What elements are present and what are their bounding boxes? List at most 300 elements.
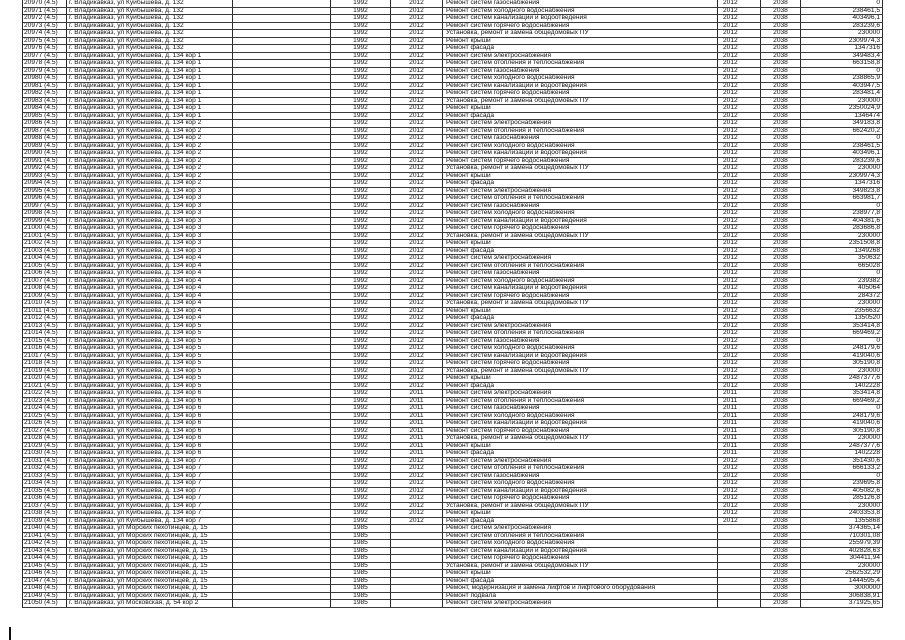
cell-last-repair-year: 2012 bbox=[391, 518, 443, 525]
table-row bbox=[23, 143, 883, 151]
cell-plan-start-year: 2012 bbox=[718, 150, 761, 157]
cell-work-type: Ремонт систем горячего водоснабжения bbox=[443, 555, 718, 562]
cell-plan-start-year: 2012 bbox=[718, 278, 761, 285]
cell-last-repair-year: 2011 bbox=[391, 428, 443, 435]
table-row bbox=[23, 420, 883, 428]
cell-address: г. Владикавказ, ул Куйбышева, д. 132 bbox=[67, 38, 233, 45]
cell-empty bbox=[233, 570, 331, 577]
cell-plan-start-year: 2012 bbox=[718, 233, 761, 240]
cell-plan-start-year: 2012 bbox=[718, 180, 761, 187]
cell-year-built: 1992 bbox=[331, 420, 391, 427]
cell-address: г. Владикавказ, ул Морских пехотинцев, д. 15 bbox=[67, 593, 233, 600]
cell-work-type: Ремонт систем газоснабжения bbox=[443, 135, 718, 142]
cell-last-repair-year bbox=[391, 585, 443, 592]
cell-plan-start-year: 2012 bbox=[718, 458, 761, 465]
cell-empty bbox=[233, 548, 331, 555]
cell-address: г. Владикавказ, ул Куйбышева, д. 134 кор 4 bbox=[67, 308, 233, 315]
cell-address: г. Владикавказ, ул Куйбышева, д. 132 bbox=[67, 45, 233, 52]
cell-last-repair-year bbox=[391, 555, 443, 562]
table-row bbox=[23, 353, 883, 361]
cell-plan-start-year: 2012 bbox=[718, 83, 761, 90]
cell-cost: 248179,6 bbox=[801, 413, 883, 420]
cell-address: г. Владикавказ, ул Куйбышева, д. 134 кор 1 bbox=[67, 68, 233, 75]
cell-cost: 374365,14 bbox=[801, 525, 883, 532]
cell-record-id: 21029 (4.5) bbox=[23, 443, 67, 450]
cell-address: г. Владикавказ, ул Куйбышева, д. 134 кор 3 bbox=[67, 188, 233, 195]
cell-last-repair-year bbox=[391, 563, 443, 570]
table-row bbox=[23, 495, 883, 503]
cell-work-type: Ремонт систем электроснабжения bbox=[443, 458, 718, 465]
cell-plan-end-year: 2038 bbox=[761, 480, 801, 487]
table-row bbox=[23, 278, 883, 286]
cell-last-repair-year bbox=[391, 540, 443, 547]
cell-year-built: 1992 bbox=[331, 495, 391, 502]
cell-empty bbox=[233, 83, 331, 90]
cell-address: г. Владикавказ, ул Куйбышева, д. 134 кор 1 bbox=[67, 113, 233, 120]
cell-plan-start-year: 2012 bbox=[718, 510, 761, 517]
cell-plan-end-year: 2038 bbox=[761, 578, 801, 585]
cell-record-id: 20977 (4.5) bbox=[23, 53, 67, 60]
cell-work-type: Ремонт систем горячего водоснабжения bbox=[443, 360, 718, 367]
cell-plan-end-year: 2038 bbox=[761, 308, 801, 315]
cell-last-repair-year: 2012 bbox=[391, 315, 443, 322]
cell-work-type: Ремонт систем газоснабжения bbox=[443, 405, 718, 412]
cell-plan-end-year: 2038 bbox=[761, 23, 801, 30]
table-row bbox=[23, 533, 883, 541]
cell-plan-start-year bbox=[718, 548, 761, 555]
cell-record-id: 21039 (4.5) bbox=[23, 518, 67, 525]
cell-year-built: 1992 bbox=[331, 473, 391, 480]
cell-cost: 283239,6 bbox=[801, 23, 883, 30]
cell-year-built: 1992 bbox=[331, 308, 391, 315]
cell-record-id: 21017 (4.5) bbox=[23, 353, 67, 360]
cell-empty bbox=[233, 113, 331, 120]
cell-plan-start-year: 2012 bbox=[718, 465, 761, 472]
cell-plan-end-year: 2038 bbox=[761, 555, 801, 562]
cell-plan-end-year: 2038 bbox=[761, 443, 801, 450]
cell-plan-end-year: 2038 bbox=[761, 360, 801, 367]
cell-plan-end-year: 2038 bbox=[761, 83, 801, 90]
cell-plan-end-year: 2038 bbox=[761, 458, 801, 465]
cell-address: г. Владикавказ, ул Куйбышева, д. 134 кор 3 bbox=[67, 210, 233, 217]
cell-plan-end-year: 2038 bbox=[761, 345, 801, 352]
table-row bbox=[23, 53, 883, 61]
cell-year-built: 1992 bbox=[331, 330, 391, 337]
cell-address: г. Владикавказ, ул Куйбышева, д. 132 bbox=[67, 15, 233, 22]
cell-cost: 2356632 bbox=[801, 308, 883, 315]
cell-year-built: 1992 bbox=[331, 383, 391, 390]
cell-record-id: 20992 (4.5) bbox=[23, 165, 67, 172]
cell-empty bbox=[233, 323, 331, 330]
cell-record-id: 21008 (4.5) bbox=[23, 285, 67, 292]
cell-year-built: 1992 bbox=[331, 188, 391, 195]
cell-last-repair-year: 2012 bbox=[391, 270, 443, 277]
cell-plan-start-year: 2011 bbox=[718, 443, 761, 450]
cell-last-repair-year: 2012 bbox=[391, 383, 443, 390]
cell-work-type: Ремонт крыши bbox=[443, 570, 718, 577]
cell-plan-start-year: 2012 bbox=[718, 45, 761, 52]
cell-address: г. Владикавказ, ул Куйбышева, д. 134 кор 2 bbox=[67, 158, 233, 165]
cell-plan-start-year bbox=[718, 570, 761, 577]
table-row bbox=[23, 45, 883, 53]
cell-plan-end-year: 2038 bbox=[761, 38, 801, 45]
cell-cost: 669469,2 bbox=[801, 330, 883, 337]
table-row bbox=[23, 248, 883, 256]
cell-empty bbox=[233, 368, 331, 375]
cell-address: г. Владикавказ, ул Куйбышева, д. 134 кор 3 bbox=[67, 203, 233, 210]
cell-work-type: Ремонт систем канализации и водоотведения bbox=[443, 548, 718, 555]
cell-year-built: 1992 bbox=[331, 68, 391, 75]
cell-plan-end-year: 2038 bbox=[761, 420, 801, 427]
cell-address: г. Владикавказ, ул Куйбышева, д. 134 кор 2 bbox=[67, 173, 233, 180]
cell-work-type: Ремонт систем холодного водоснабжения bbox=[443, 345, 718, 352]
cell-year-built: 1992 bbox=[331, 293, 391, 300]
cell-work-type: Ремонт систем канализации и водоотведения bbox=[443, 83, 718, 90]
cell-cost: 0 bbox=[801, 68, 883, 75]
cell-plan-end-year: 2038 bbox=[761, 98, 801, 105]
cell-empty bbox=[233, 158, 331, 165]
cell-plan-start-year: 2012 bbox=[718, 113, 761, 120]
cell-cost: 230000 bbox=[801, 233, 883, 240]
cell-plan-end-year: 2038 bbox=[761, 180, 801, 187]
cell-year-built: 1992 bbox=[331, 435, 391, 442]
cell-plan-end-year: 2038 bbox=[761, 323, 801, 330]
table-row bbox=[23, 443, 883, 451]
cell-address: г. Владикавказ, ул Куйбышева, д. 134 кор 1 bbox=[67, 60, 233, 67]
cell-last-repair-year: 2012 bbox=[391, 353, 443, 360]
cell-year-built: 1992 bbox=[331, 210, 391, 217]
cell-cost: 663158,8 bbox=[801, 60, 883, 67]
cell-plan-start-year: 2011 bbox=[718, 413, 761, 420]
cell-cost: 419040,6 bbox=[801, 353, 883, 360]
cell-record-id: 21028 (4.5) bbox=[23, 435, 67, 442]
cell-year-built: 1992 bbox=[331, 83, 391, 90]
cell-address: г. Владикавказ, ул Куйбышева, д. 134 кор 4 bbox=[67, 315, 233, 322]
cell-cost: 230000 bbox=[801, 435, 883, 442]
cell-cost: 248179,6 bbox=[801, 345, 883, 352]
cell-record-id: 21041 (4.5) bbox=[23, 533, 67, 540]
cell-cost: 0 bbox=[801, 473, 883, 480]
cell-address: г. Владикавказ, ул Куйбышева, д. 134 кор 5 bbox=[67, 338, 233, 345]
cell-last-repair-year bbox=[391, 548, 443, 555]
cell-year-built: 1992 bbox=[331, 315, 391, 322]
cell-plan-end-year: 2038 bbox=[761, 398, 801, 405]
cell-record-id: 21040 (4.5) bbox=[23, 525, 67, 532]
cell-last-repair-year: 2012 bbox=[391, 240, 443, 247]
cell-year-built: 1992 bbox=[331, 128, 391, 135]
cell-address: г. Владикавказ, ул Куйбышева, д. 134 кор 5 bbox=[67, 375, 233, 382]
cell-address: г. Владикавказ, ул Куйбышева, д. 134 кор 3 bbox=[67, 233, 233, 240]
cell-plan-start-year: 2012 bbox=[718, 323, 761, 330]
cell-record-id: 21006 (4.5) bbox=[23, 270, 67, 277]
table-row bbox=[23, 270, 883, 278]
cell-last-repair-year: 2011 bbox=[391, 413, 443, 420]
table-row bbox=[23, 225, 883, 233]
table-row bbox=[23, 158, 883, 166]
cell-record-id: 21031 (4.5) bbox=[23, 458, 67, 465]
cell-year-built: 1992 bbox=[331, 105, 391, 112]
cell-record-id: 21025 (4.5) bbox=[23, 413, 67, 420]
table-row bbox=[23, 173, 883, 181]
cell-address: г. Владикавказ, ул Морских пехотинцев, д. 15 bbox=[67, 540, 233, 547]
cell-last-repair-year: 2012 bbox=[391, 195, 443, 202]
cell-cost: 230000 bbox=[801, 563, 883, 570]
cell-plan-end-year: 2038 bbox=[761, 293, 801, 300]
cell-year-built: 1985 bbox=[331, 533, 391, 540]
table-row bbox=[23, 465, 883, 473]
cell-year-built: 1992 bbox=[331, 195, 391, 202]
table-row bbox=[23, 315, 883, 323]
cell-cost: 405082,6 bbox=[801, 488, 883, 495]
cell-record-id: 21005 (4.5) bbox=[23, 263, 67, 270]
table-row bbox=[23, 383, 883, 391]
cell-empty bbox=[233, 143, 331, 150]
cell-plan-start-year: 2012 bbox=[718, 60, 761, 67]
cell-empty bbox=[233, 53, 331, 60]
cell-year-built: 1992 bbox=[331, 38, 391, 45]
cell-record-id: 21016 (4.5) bbox=[23, 345, 67, 352]
cell-record-id: 20989 (4.5) bbox=[23, 143, 67, 150]
cell-year-built: 1992 bbox=[331, 360, 391, 367]
cell-year-built: 1992 bbox=[331, 398, 391, 405]
cell-cost: 2487377,6 bbox=[801, 443, 883, 450]
cell-year-built: 1992 bbox=[331, 8, 391, 15]
cell-cost: 353414,8 bbox=[801, 390, 883, 397]
cell-record-id: 21014 (4.5) bbox=[23, 330, 67, 337]
cell-record-id: 20996 (4.5) bbox=[23, 195, 67, 202]
cell-empty bbox=[233, 15, 331, 22]
cell-year-built: 1992 bbox=[331, 390, 391, 397]
cell-record-id: 21022 (4.5) bbox=[23, 390, 67, 397]
cell-last-repair-year: 2012 bbox=[391, 158, 443, 165]
cell-work-type: Ремонт систем отопления и теплоснабжения bbox=[443, 263, 718, 270]
cell-record-id: 20983 (4.5) bbox=[23, 98, 67, 105]
cell-plan-end-year: 2038 bbox=[761, 488, 801, 495]
table-row bbox=[23, 15, 883, 23]
cell-last-repair-year: 2012 bbox=[391, 338, 443, 345]
cell-record-id: 20979 (4.5) bbox=[23, 68, 67, 75]
cell-address: г. Владикавказ, ул Куйбышева, д. 134 кор 6 bbox=[67, 443, 233, 450]
cell-year-built: 1992 bbox=[331, 98, 391, 105]
cell-empty bbox=[233, 488, 331, 495]
cell-record-id: 20997 (4.5) bbox=[23, 203, 67, 210]
cell-record-id: 21004 (4.5) bbox=[23, 255, 67, 262]
cell-empty bbox=[233, 165, 331, 172]
cell-empty bbox=[233, 330, 331, 337]
cell-plan-start-year: 2012 bbox=[718, 75, 761, 82]
cell-year-built: 1992 bbox=[331, 458, 391, 465]
cell-empty bbox=[233, 503, 331, 510]
cell-record-id: 21009 (4.5) bbox=[23, 293, 67, 300]
cell-plan-end-year: 2038 bbox=[761, 113, 801, 120]
cell-plan-start-year bbox=[718, 563, 761, 570]
cell-plan-end-year: 2038 bbox=[761, 383, 801, 390]
cell-cost: 2351508,8 bbox=[801, 240, 883, 247]
cell-last-repair-year: 2012 bbox=[391, 150, 443, 157]
cell-empty bbox=[233, 495, 331, 502]
cell-last-repair-year: 2012 bbox=[391, 128, 443, 135]
cell-empty bbox=[233, 248, 331, 255]
cell-record-id: 21020 (4.5) bbox=[23, 375, 67, 382]
scan-edge-mark bbox=[9, 627, 11, 640]
cell-plan-end-year: 2038 bbox=[761, 548, 801, 555]
cell-plan-end-year: 2038 bbox=[761, 263, 801, 270]
cell-empty bbox=[233, 510, 331, 517]
cell-plan-end-year: 2038 bbox=[761, 593, 801, 600]
cell-plan-start-year: 2012 bbox=[718, 98, 761, 105]
cell-record-id: 20970 (4.5) bbox=[23, 0, 67, 7]
cell-work-type: Ремонт систем отопления и теплоснабжения bbox=[443, 533, 718, 540]
cell-year-built: 1992 bbox=[331, 450, 391, 457]
cell-plan-end-year: 2038 bbox=[761, 8, 801, 15]
table-row bbox=[23, 180, 883, 188]
cell-empty bbox=[233, 563, 331, 570]
cell-year-built: 1992 bbox=[331, 263, 391, 270]
cell-plan-start-year: 2012 bbox=[718, 158, 761, 165]
cell-plan-start-year: 2012 bbox=[718, 345, 761, 352]
cell-work-type: Ремонт систем канализации и водоотведения bbox=[443, 150, 718, 157]
cell-plan-end-year: 2038 bbox=[761, 570, 801, 577]
cell-work-type: Ремонт систем горячего водоснабжения bbox=[443, 158, 718, 165]
cell-plan-end-year: 2038 bbox=[761, 503, 801, 510]
cell-record-id: 21047 (4.5) bbox=[23, 578, 67, 585]
cell-empty bbox=[233, 240, 331, 247]
cell-empty bbox=[233, 90, 331, 97]
cell-plan-start-year bbox=[718, 533, 761, 540]
cell-year-built: 1992 bbox=[331, 368, 391, 375]
cell-address: г. Владикавказ, ул Куйбышева, д. 132 bbox=[67, 23, 233, 30]
cell-cost: 0 bbox=[801, 338, 883, 345]
cell-work-type: Ремонт систем отопления и теплоснабжения bbox=[443, 60, 718, 67]
cell-work-type: Ремонт систем холодного водоснабжения bbox=[443, 278, 718, 285]
cell-address: г. Владикавказ, ул Куйбышева, д. 134 кор 2 bbox=[67, 143, 233, 150]
cell-record-id: 20987 (4.5) bbox=[23, 128, 67, 135]
cell-last-repair-year: 2012 bbox=[391, 345, 443, 352]
cell-last-repair-year: 2012 bbox=[391, 503, 443, 510]
cell-year-built: 1992 bbox=[331, 413, 391, 420]
cell-plan-end-year: 2038 bbox=[761, 338, 801, 345]
cell-work-type: Ремонт крыши bbox=[443, 173, 718, 180]
cell-record-id: 21032 (4.5) bbox=[23, 465, 67, 472]
cell-cost: 2309974,3 bbox=[801, 173, 883, 180]
cell-empty bbox=[233, 473, 331, 480]
cell-plan-end-year: 2038 bbox=[761, 53, 801, 60]
cell-last-repair-year: 2012 bbox=[391, 465, 443, 472]
cell-year-built: 1992 bbox=[331, 285, 391, 292]
cell-last-repair-year: 2012 bbox=[391, 180, 443, 187]
cell-work-type: Ремонт систем отопления и теплоснабжения bbox=[443, 465, 718, 472]
cell-empty bbox=[233, 203, 331, 210]
cell-cost: 666133,2 bbox=[801, 465, 883, 472]
table-row bbox=[23, 540, 883, 548]
cell-work-type: Ремонт крыши bbox=[443, 308, 718, 315]
cell-plan-start-year bbox=[718, 525, 761, 532]
cell-work-type: Ремонт систем горячего водоснабжения bbox=[443, 495, 718, 502]
cell-empty bbox=[233, 210, 331, 217]
cell-plan-start-year: 2012 bbox=[718, 488, 761, 495]
cell-work-type: Ремонт систем отопления и теплоснабжения bbox=[443, 330, 718, 337]
cell-last-repair-year: 2012 bbox=[391, 360, 443, 367]
cell-year-built: 1992 bbox=[331, 180, 391, 187]
cell-plan-end-year: 2038 bbox=[761, 188, 801, 195]
cell-last-repair-year: 2012 bbox=[391, 113, 443, 120]
cell-plan-end-year: 2038 bbox=[761, 330, 801, 337]
cell-empty bbox=[233, 593, 331, 600]
cell-work-type: Ремонт систем горячего водоснабжения bbox=[443, 293, 718, 300]
cell-empty bbox=[233, 525, 331, 532]
cell-empty bbox=[233, 375, 331, 382]
cell-empty bbox=[233, 23, 331, 30]
cell-last-repair-year: 2012 bbox=[391, 323, 443, 330]
cell-record-id: 21049 (4.5) bbox=[23, 593, 67, 600]
cell-plan-end-year: 2038 bbox=[761, 233, 801, 240]
cell-plan-end-year: 2038 bbox=[761, 353, 801, 360]
cell-address: г. Владикавказ, ул Куйбышева, д. 134 кор 5 bbox=[67, 368, 233, 375]
cell-address: г. Владикавказ, ул Куйбышева, д. 134 кор 4 bbox=[67, 270, 233, 277]
cell-empty bbox=[233, 38, 331, 45]
table-row bbox=[23, 188, 883, 196]
table-row bbox=[23, 330, 883, 338]
cell-record-id: 20999 (4.5) bbox=[23, 218, 67, 225]
cell-last-repair-year: 2011 bbox=[391, 435, 443, 442]
cell-cost: 305190,8 bbox=[801, 360, 883, 367]
cell-cost: 238461,5 bbox=[801, 143, 883, 150]
cell-year-built: 1985 bbox=[331, 525, 391, 532]
cell-record-id: 21015 (4.5) bbox=[23, 338, 67, 345]
cell-empty bbox=[233, 270, 331, 277]
cell-plan-end-year: 2038 bbox=[761, 563, 801, 570]
cell-empty bbox=[233, 60, 331, 67]
cell-plan-end-year: 2038 bbox=[761, 255, 801, 262]
cell-address: г. Владикавказ, ул Куйбышева, д. 134 кор 1 bbox=[67, 53, 233, 60]
cell-record-id: 21018 (4.5) bbox=[23, 360, 67, 367]
cell-address: г. Владикавказ, ул Куйбышева, д. 134 кор 7 bbox=[67, 503, 233, 510]
cell-address: г. Владикавказ, ул Куйбышева, д. 134 кор 1 bbox=[67, 105, 233, 112]
cell-work-type: Ремонт фасада bbox=[443, 113, 718, 120]
cell-plan-start-year: 2012 bbox=[718, 165, 761, 172]
table-row bbox=[23, 60, 883, 68]
table-row bbox=[23, 195, 883, 203]
cell-last-repair-year: 2012 bbox=[391, 75, 443, 82]
cell-work-type: Ремонт систем холодного водоснабжения bbox=[443, 540, 718, 547]
cell-work-type: Ремонт систем электроснабжения bbox=[443, 525, 718, 532]
cell-year-built: 1992 bbox=[331, 173, 391, 180]
cell-cost: 0 bbox=[801, 0, 883, 7]
cell-last-repair-year: 2012 bbox=[391, 458, 443, 465]
cell-cost: 283481,4 bbox=[801, 90, 883, 97]
cell-last-repair-year: 2012 bbox=[391, 8, 443, 15]
cell-plan-start-year: 2012 bbox=[718, 23, 761, 30]
cell-address: г. Владикавказ, ул Куйбышева, д. 134 кор 6 bbox=[67, 450, 233, 457]
cell-work-type: Ремонт систем канализации и водоотведения bbox=[443, 15, 718, 22]
cell-empty bbox=[233, 360, 331, 367]
cell-cost: 353414,8 bbox=[801, 323, 883, 330]
cell-empty bbox=[233, 338, 331, 345]
cell-cost: 285126,8 bbox=[801, 495, 883, 502]
cell-cost: 1355868 bbox=[801, 518, 883, 525]
cell-plan-end-year: 2038 bbox=[761, 533, 801, 540]
cell-work-type: Ремонт фасада bbox=[443, 450, 718, 457]
cell-work-type: Ремонт крыши bbox=[443, 105, 718, 112]
cell-cost: 230000 bbox=[801, 30, 883, 37]
cell-plan-end-year: 2038 bbox=[761, 165, 801, 172]
cell-record-id: 20971 (4.5) bbox=[23, 8, 67, 15]
cell-address: г. Владикавказ, ул Морских пехотинцев, д. 15 bbox=[67, 555, 233, 562]
cell-year-built: 1992 bbox=[331, 233, 391, 240]
cell-last-repair-year: 2011 bbox=[391, 450, 443, 457]
table-row bbox=[23, 75, 883, 83]
table-row bbox=[23, 548, 883, 556]
